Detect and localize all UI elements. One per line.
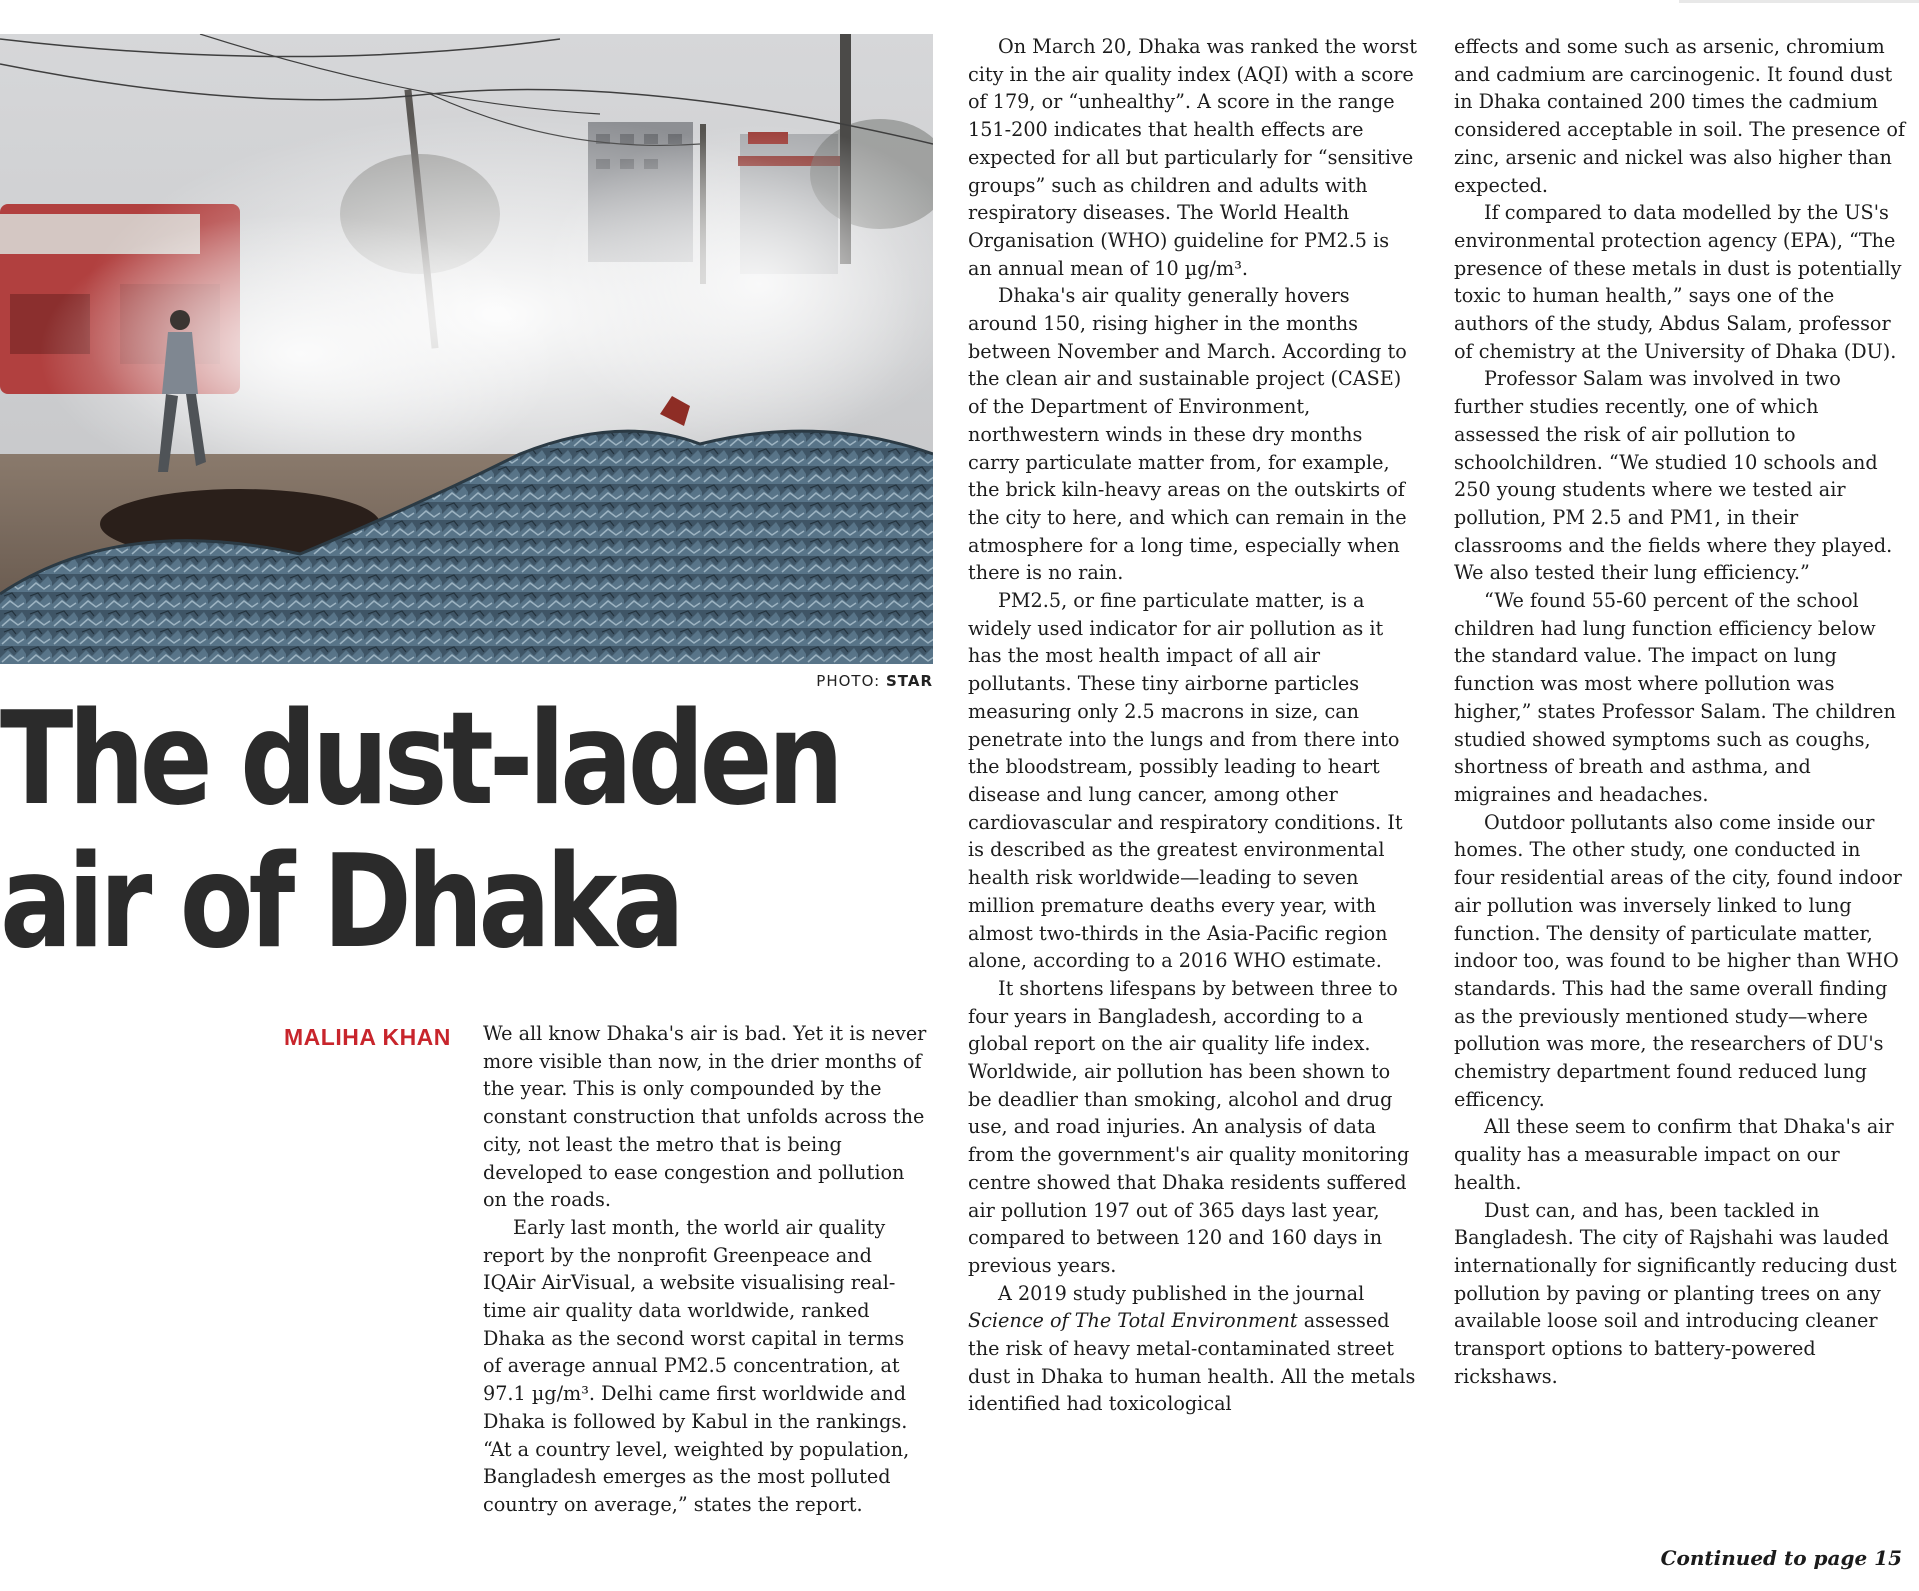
paragraph: If compared to data modelled by the US's environmental protection agency (EPA), “The presence of these metals in dust is potentially toxic to human health,” says one of the authors of the study, Abdus Salam, professor of chemistry at the University of Dhaka (DU). bbox=[1454, 201, 1902, 363]
article-column-2 bbox=[968, 33, 1418, 1418]
paragraph: Dust can, and has, been tackled in Bangladesh. The city of Rajshahi was lauded internationally for significantly reducing dust pollution by paving or planting trees on any available loose soil and introducing cleaner transport options to battery-powered rickshaws. bbox=[1454, 1198, 1897, 1388]
article-column-1 bbox=[483, 1020, 928, 1519]
paragraph: We all know Dhaka's air is bad. Yet it is never more visible than now, in the drier months of the year. This is only compounded by the constant construction that unfolds across the city, not least the metro that is being developed to ease congestion and pollution on the roads. bbox=[483, 1022, 927, 1212]
paragraph: Outdoor pollutants also come inside our homes. The other study, one conducted in four residential areas of the city, found indoor air pollution was inversely linked to lung function. The density of particulate matter, indoor too, was found to be higher than WHO standards. This had the same overall finding as the previously mentioned study—where pollution was more, the researchers of DU's chemistry department found reduced lung efficency. bbox=[1454, 810, 1902, 1111]
article-photo bbox=[0, 34, 933, 664]
paragraph-text: A 2019 study published in the journal bbox=[998, 1281, 1365, 1305]
article-headline bbox=[0, 685, 840, 977]
paragraph: Dhaka's air quality generally hovers around 150, rising higher in the months between November and March. According to the clean air and sustainable project (CASE) of the Department of Environment, northwestern winds in these dry months carry particulate matter from, for example, the brick kiln-heavy areas on the outskirts of the city to here, and which can remain in the atmosphere for a long time, especially when there is no rain. bbox=[968, 284, 1407, 585]
paragraph: “We found 55-60 percent of the school children had lung function efficiency below the standard value. The impact on lung function was most where pollution was higher,” states Professor Salam. The children studied showed symptoms such as coughs, shortness of breath and asthma, and migraines and headaches. bbox=[1454, 589, 1896, 806]
paragraph: All these seem to confirm that Dhaka's air quality has a measurable impact on our health. bbox=[1454, 1115, 1894, 1194]
paragraph: Professor Salam was involved in two further studies recently, one of which assessed the risk of air pollution to schoolchildren. “We studied 10 schools and 250 young students where we tested air pollution, PM 2.5 and PM1, in their classrooms and the fields where they played. We also tested their lung efficiency.” bbox=[1454, 367, 1893, 585]
paragraph: PM2.5, or fine particulate matter, is a widely used indicator for air pollution as it has the most health impact of all air pollutants. These tiny airborne particles measuring only 2.5 macrons in size, can penetrate into the lungs and from there into the bloodstream, possibly leading to heart disease and lung cancer, among other cardiovascular and respiratory conditions. It is described as the greatest environmental health risk worldwide—leading to seven million premature deaths every year, with almost two-thirds in the Asia-Pacific region alone, according to a 2016 WHO estimate. bbox=[968, 589, 1403, 973]
top-rule bbox=[1679, 0, 1919, 3]
continued-link[interactable]: Continued to page 15 bbox=[1660, 1546, 1902, 1570]
paragraph bbox=[968, 1280, 1418, 1419]
paragraph-text: assessed the risk of heavy metal-contaminated street dust in Dhaka to human health. All the metals identified had toxicological bbox=[968, 1309, 1416, 1416]
paragraph: Early last month, the world air quality report by the nonprofit Greenpeace and IQAir AirVisual, a website visualising real-time air quality data worldwide, ranked Dhaka as the second worst capital in terms of average annual PM2.5 concentration, at 97.1 µg/m³. Delhi came first worldwide and Dhaka is followed by Kabul in the rankings. “At a country level, weighted by population, Bangladesh emerges as the most polluted country on average,” states the report. bbox=[483, 1215, 910, 1516]
photo-credit-source: STAR bbox=[885, 672, 933, 690]
paragraph: It shortens lifespans by between three to four years in Bangladesh, according to a global report on the air quality life index. Worldwide, air pollution has been shown to be deadlier than smoking, alcohol and drug use, and road injuries. An analysis of data from the government's air quality monitoring centre showed that Dhaka residents suffered air pollution 197 out of 365 days last year, compared to between 120 and 160 days in previous years. bbox=[968, 976, 1410, 1277]
byline: MALIHA KHAN bbox=[284, 1024, 451, 1050]
paragraph: On March 20, Dhaka was ranked the worst city in the air quality index (AQI) with a score of 179, or “unhealthy”. A score in the range 151-200 indicates that health effects are expected for all but particularly for “sensitive groups” such as children and adults with respiratory diseases. The World Health Organisation (WHO) guideline for PM2.5 is an annual mean of 10 µg/m³. bbox=[968, 35, 1417, 280]
paragraph: effects and some such as arsenic, chromium and cadmium are carcinogenic. It found dust in Dhaka contained 200 times the cadmium considered acceptable in soil. The presence of zinc, arsenic and nickel was also higher than expected. bbox=[1454, 35, 1906, 197]
photo-credit-label: PHOTO: bbox=[816, 672, 881, 690]
journal-title: Science of The Total Environment bbox=[968, 1309, 1298, 1333]
headline-line-1: The dust-laden bbox=[0, 685, 840, 834]
article-column-3 bbox=[1454, 33, 1906, 1390]
headline-line-2: air of Dhaka bbox=[0, 828, 680, 977]
